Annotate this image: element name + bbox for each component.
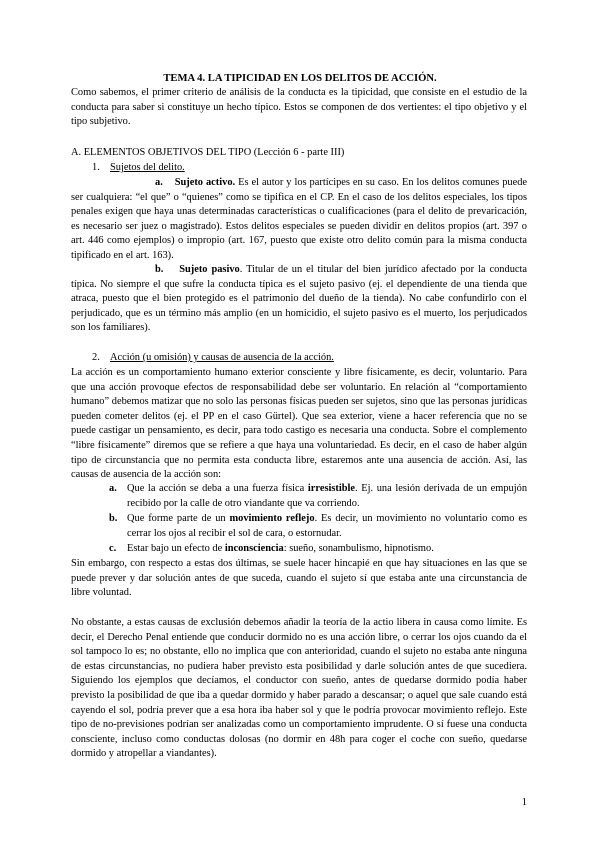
heading-label: Sujetos del delito. bbox=[110, 162, 185, 173]
item-mark: c. bbox=[109, 543, 117, 554]
causa-term: irresistible bbox=[307, 483, 356, 494]
causa-term: inconsciencia bbox=[224, 543, 284, 554]
sujeto-pasivo-paragraph bbox=[71, 263, 527, 336]
intro-paragraph: Como sabemos, el primer criterio de análisis de la conducta es la tipicidad, que consiste en el estudio de la conducta para saber si constituye un hecho típico. Estos se componen de dos vertientes: el tipo objetivo y el tipo subjetivo. bbox=[71, 87, 527, 128]
sujeto-activo-text: Es el autor y los partícipes en su caso. En los delitos comunes puede ser cualquiera: “el que” o “quienes” como se tipifica en el CP. En el caso de los delitos especiales, los tipos penales exigen que haya unas determinadas características o cualificaciones (para el delito de prevaricación, es necesario ser juez o magistrado). Estos delitos especiales se pueden dividir en delitos propios (art. 397 o art. 446 como ejemplos) o impropio (art. 167, puesto que existe otro delito común para la misma conducta tipificado en el art. 163). bbox=[71, 177, 527, 261]
after-causas-paragraph: Sin embargo, con respecto a estas dos últimas, se suele hacer hincapié en que hay situaciones en las que se puede prever y dar solución antes de que suceda, cuando el sujeto sí que estaba ante una circunstancia de libre voluntad. bbox=[71, 558, 527, 599]
causa-term: movimiento reflejo bbox=[229, 513, 315, 524]
accion-paragraph: La acción es un comportamiento humano exterior consciente y libre físicamente, es decir, voluntario. Para que una acción provoque efectos de responsabilidad debe ser voluntario. En relación al “comportamiento humano” debemos matizar que no solo las personas físicas pueden ser sujetos, sino que las personas jurídicas pueden cometer delitos (ej. el PP en el caso Gürtel). Que sea exterior, viene a hacer referencia que no se puede castigar un pensamiento, es decir, para todo castigo es necesaria una conducta. Sobre el complemento “libre físicamente” diremos que se refiere a que haya una voluntariedad. Es decir, en el caso de haber algún tipo de circunstancia que no permita esta conducta libre, estaremos ante una ausencia de acción. Así, las causas de ausencia de la acción son: bbox=[71, 367, 527, 481]
causa-text: Que la acción se deba a una fuerza física bbox=[127, 483, 308, 494]
causa-item-c bbox=[109, 542, 527, 557]
sujeto-pasivo-term: Sujeto pasivo bbox=[179, 264, 240, 275]
heading-number: 1. bbox=[92, 162, 100, 173]
item-mark: b. bbox=[155, 264, 164, 275]
causa-item-a bbox=[109, 482, 528, 511]
sujeto-activo-paragraph bbox=[71, 176, 527, 264]
item-mark: b. bbox=[109, 513, 118, 524]
heading-number: 2. bbox=[92, 352, 100, 363]
causa-item-b bbox=[109, 512, 527, 541]
document-title: TEMA 4. LA TIPICIDAD EN LOS DELITOS DE ACCIÓN. bbox=[163, 73, 437, 84]
heading-sujetos bbox=[92, 161, 185, 176]
sujeto-pasivo-text: . Titular de un el titular del bien jurídico afectado por la conducta típica. No siempre el que sufre la conducta típica es el sujeto pasivo (ej. el dependiente de una tienda que atraca, puesto que el bien protegido es el patrimonio del dueño de la tienda). No cabe confundirlo con el perjudicado, que es un término más amplio (en un homicidio, el sujeto pasivo es el muerto, los perjudicados son los familiares). bbox=[71, 264, 527, 334]
item-mark: a. bbox=[109, 483, 117, 494]
sujeto-activo-term: Sujeto activo. bbox=[174, 177, 236, 188]
causa-text: . Ej. una lesión derivada de un empujón recibido por la calle de otro viandante que va corriendo. bbox=[127, 483, 528, 509]
causa-text: : sueño, sonambulismo, hipnotismo. bbox=[283, 543, 434, 554]
section-a-heading: A. ELEMENTOS OBJETIVOS DEL TIPO (Lección 6 - parte III) bbox=[71, 147, 345, 158]
causa-text: . Es decir, un movimiento no voluntario como es cerrar los ojos al recibir el sol de cara, o estornudar. bbox=[127, 513, 527, 539]
heading-label: Acción (u omisión) y causas de ausencia de la acción. bbox=[110, 352, 334, 363]
page-number: 1 bbox=[521, 797, 527, 808]
causa-text: Que forme parte de un bbox=[127, 513, 230, 524]
item-mark: a. bbox=[155, 177, 163, 188]
causa-text: Estar bajo un efecto de bbox=[127, 543, 225, 554]
no-obstante-paragraph: No obstante, a estas causas de exclusión debemos añadir la teoría de la actio libera in causa como límite. Es decir, el Derecho Penal entiende que conducir dormido no es una acción libre, o cerrar los ojos cuando da el sol tampoco lo es; no obstante, ello no implica que con anterioridad, cuando el sujeto no estaba ante ninguna de estas circunstancias, no pudiera haber previsto esta posibilidad y darle solución antes de que sucediera. Siguiendo los ejemplos que decíamos, el conductor con sueño, antes de quedarse dormido podía haber previsto la posibilidad de que iba a quedar dormido y haber parado a descansar; o aquel que sale cuando está cayendo el sol, podría prever que a esa hora iba haber sol y que le podría provocar movimiento reflejo. Este tipo de no-previsiones podrían ser analizadas como un comportamiento imprudente. O sí fuese una conducta consciente, incluso como conductas dolosas (no dormir en 48h para coger el coche con sueño, quedarse dormido y atropellar a viandantes). bbox=[71, 617, 527, 760]
heading-accion bbox=[92, 351, 334, 366]
